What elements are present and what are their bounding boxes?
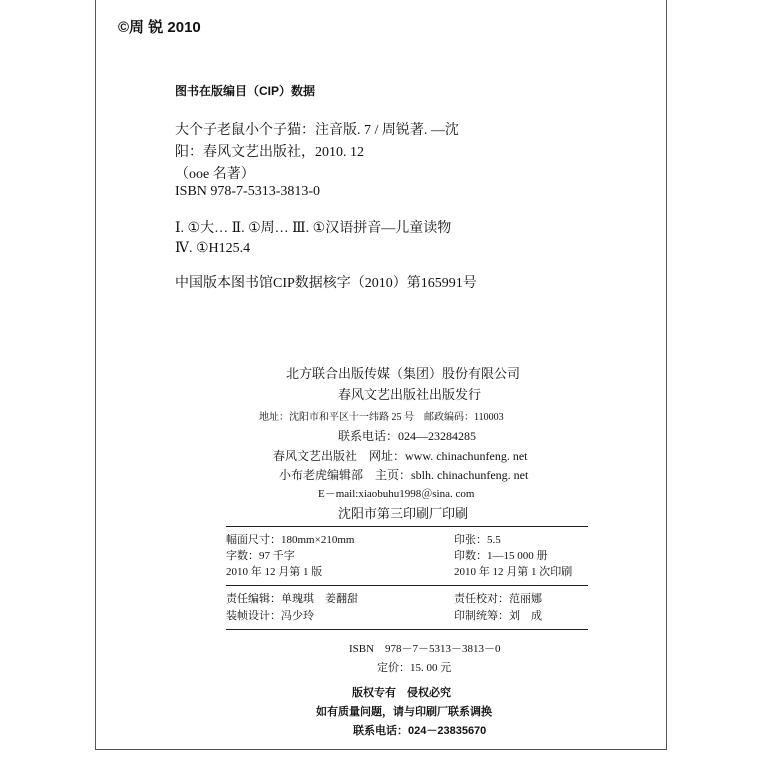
spec-sheets: 印张：5.5 (454, 534, 501, 546)
publisher-group: 北方联合出版传媒（集团）股份有限公司 (286, 366, 521, 381)
publisher-email: E－mail:xiaobuhu1998＠sina. com (318, 488, 475, 500)
printer-name: 沈阳市第三印刷厂印刷 (338, 506, 469, 521)
cip-title: 图书在版编目（CIP）数据 (175, 84, 316, 98)
spec-size: 幅面尺寸：180mm×210mm (226, 534, 355, 546)
credit-proofread: 责任校对：范丽娜 (454, 593, 542, 605)
cip-verify-number: 中国版本图书馆CIP数据核字（2010）第165991号 (175, 276, 477, 291)
publisher-website: 春风文艺出版社 网址：www. chinachunfeng. net (273, 449, 528, 463)
cip-class-line1: Ⅰ. ①大… Ⅱ. ①周… Ⅲ. ①汉语拼音—儿童读物 (175, 221, 452, 236)
spec-edition: 2010 年 12 月第 1 版 (226, 566, 323, 578)
cip-entry-line2: 阳：春风文艺出版社，2010. 12 (175, 145, 364, 160)
cip-isbn: ISBN 978-7-5313-3813-0 (175, 184, 321, 199)
specs-top-rule (226, 526, 588, 527)
spec-printing: 2010 年 12 月第 1 次印刷 (454, 566, 573, 578)
cip-class-line2: Ⅳ. ①H125.4 (175, 241, 251, 256)
cip-entry-line1: 大个子老鼠小个子猫：注音版. 7 / 周锐著. —沈 (175, 123, 459, 138)
footer-phone: 联系电话：024－23835670 (353, 725, 487, 737)
publisher-house: 春风文艺出版社出版发行 (338, 387, 482, 402)
footer-quality-notice: 如有质量问题，请与印刷厂联系调换 (316, 706, 492, 718)
footer-top-rule (226, 629, 588, 630)
publisher-subsite: 小布老虎编辑部 主页：sblh. chinachunfeng. net (279, 468, 529, 482)
footer-rights: 版权专有 侵权必究 (352, 687, 451, 699)
publisher-address: 地址：沈阳市和平区十一纬路 25 号 邮政编码：110003 (259, 412, 504, 423)
publisher-phone: 联系电话：024—23284285 (338, 429, 477, 443)
credits-top-rule (226, 585, 588, 586)
credit-design: 装帧设计：冯少玲 (226, 610, 314, 622)
footer-price: 定价：15. 00 元 (377, 662, 452, 674)
cip-series: （ooe 名著） (175, 167, 255, 182)
credit-editor: 责任编辑：单瑰琪 姜翻甜 (226, 593, 358, 605)
footer-isbn: ISBN 978－7－5313－3813－0 (349, 643, 501, 655)
spec-copies: 印数：1—15 000 册 (454, 550, 548, 562)
credit-print-manager: 印制统筹：刘 成 (454, 610, 542, 622)
spec-words: 字数：97 千字 (226, 550, 295, 562)
copyright-line: ©周 锐 2010 (118, 19, 201, 36)
